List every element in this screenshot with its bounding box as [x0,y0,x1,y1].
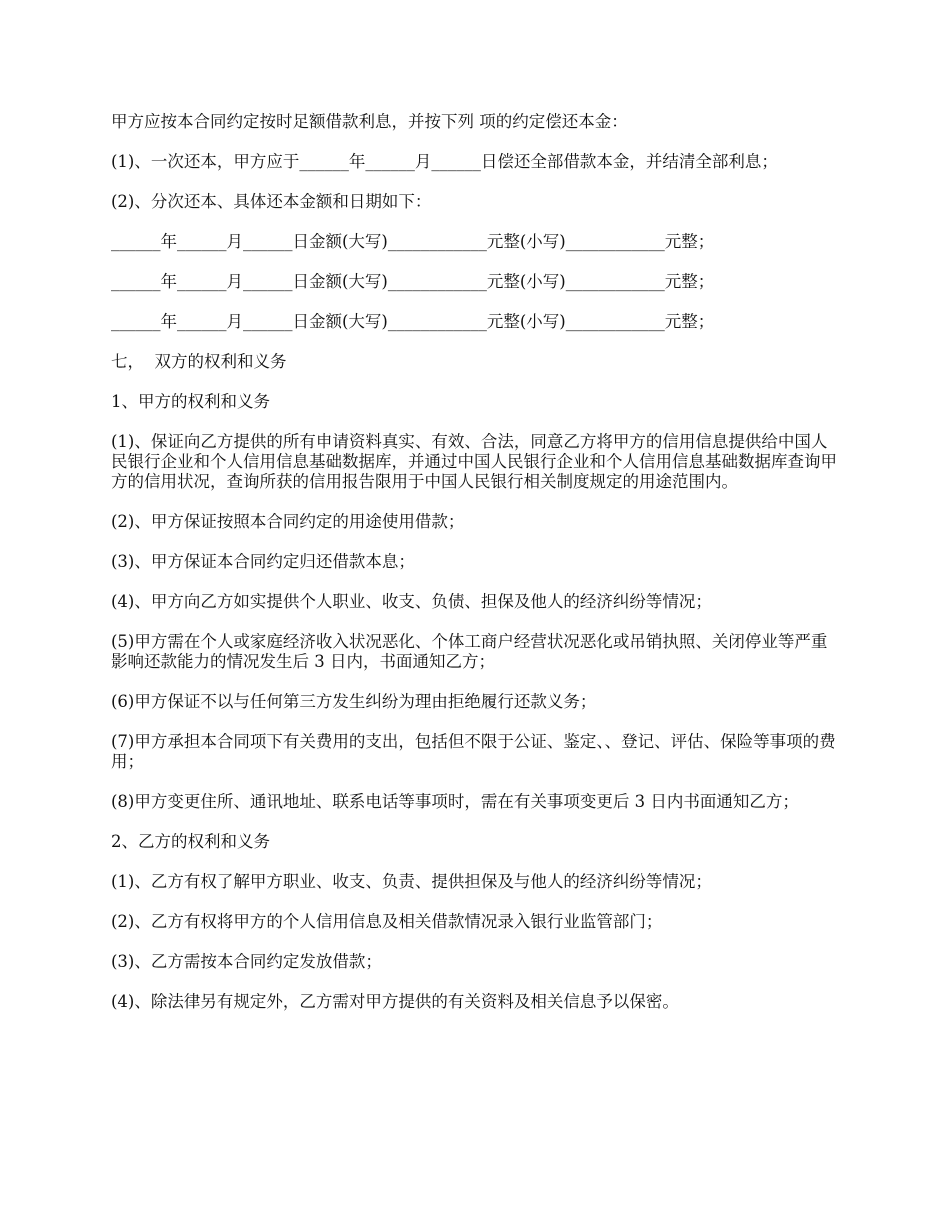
party-b-clause-4: (4)、除法律另有规定外，乙方需对甲方提供的有关资料及相关信息予以保密。 [111,992,679,1011]
installment-line-3: ______年______月______日金额(大写)____________元整(小写)____________元整； [111,312,715,331]
party-a-clause-5: (5)甲方需在个人或家庭经济收入状况恶化、个体工商户经营状况恶化或吊销执照、关闭停业等严重影响还款能力的情况发生后 3 日内，书面通知乙方； [111,632,828,671]
subsection-heading-party-b: 2、乙方的权利和义务 [111,832,270,851]
party-b-clause-1: (1)、乙方有权了解甲方职业、收支、负责、提供担保及与他人的经济纠纷等情况； [111,872,712,891]
document-body [111,112,839,1032]
party-a-clause-1: (1)、保证向乙方提供的所有申请资料真实、有效、合法，同意乙方将甲方的信用信息提供给中国人民银行企业和个人信用信息基础数据库，并通过中国人民银行企业和个人信用信息基础数据库查询甲方的信用状况，查询所获的信用报告限用于中国人民银行相关制度规定的用途范围内。 [111,432,837,491]
party-a-clause-8: (8)甲方变更住所、通讯地址、联系电话等事项时，需在有关事项变更后 3 日内书面通知乙方； [111,792,799,811]
paragraph-lump-sum-repayment: (1)、一次还本，甲方应于______年______月______日偿还全部借款本金，并结清全部利息； [111,152,778,171]
party-a-clause-2: (2)、甲方保证按照本合同约定的用途使用借款； [111,512,465,531]
party-b-clause-3: (3)、乙方需按本合同约定发放借款； [111,952,382,971]
party-a-clause-6: (6)甲方保证不以与任何第三方发生纠纷为理由拒绝履行还款义务； [111,692,597,711]
party-a-clause-3: (3)、甲方保证本合同约定归还借款本息； [111,552,415,571]
party-a-clause-7: (7)甲方承担本合同项下有关费用的支出，包括但不限于公证、鉴定、、登记、评估、保险等事项的费用； [111,732,836,771]
installment-line-2: ______年______月______日金额(大写)____________元整(小写)____________元整； [111,272,715,291]
installment-line-1: ______年______月______日金额(大写)____________元整(小写)____________元整； [111,232,715,251]
subsection-heading-party-a: 1、甲方的权利和义务 [111,392,270,411]
party-a-clause-4: (4)、甲方向乙方如实提供个人职业、收支、负债、担保及他人的经济纠纷等情况； [111,592,712,611]
party-b-clause-2: (2)、乙方有权将甲方的个人信用信息及相关借款情况录入银行业监管部门； [111,912,663,931]
section-heading-rights-obligations: 七， 双方的权利和义务 [111,352,287,371]
paragraph-installment-repayment: (2)、分次还本、具体还本金额和日期如下： [111,192,432,211]
paragraph-repayment-intro: 甲方应按本合同约定按时足额借款利息，并按下列 项的约定偿还本金： [111,112,628,131]
